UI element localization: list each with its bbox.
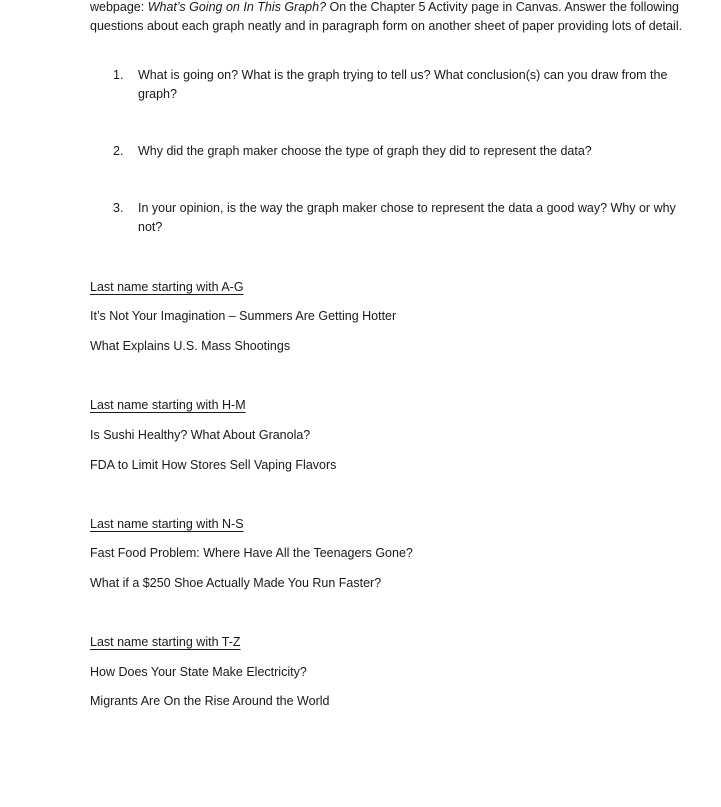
question-text: Why did the graph maker choose the type of graph they did to represent the data?	[138, 144, 592, 158]
list-item: Is Sushi Healthy? What About Granola?	[90, 428, 311, 442]
intro-paragraph	[90, 0, 712, 35]
intro-text-start: webpage:	[90, 0, 148, 14]
group-heading-n-s: Last name starting with N-S	[90, 517, 244, 531]
question-1	[113, 66, 698, 103]
list-item: Migrants Are On the Rise Around the World	[90, 694, 330, 708]
group-heading-a-g: Last name starting with A-G	[90, 280, 244, 294]
group-heading-t-z: Last name starting with T-Z	[90, 635, 241, 649]
question-number: 2.	[113, 144, 124, 158]
list-item: What if a $250 Shoe Actually Made You Run Faster?	[90, 576, 382, 590]
question-number: 3.	[113, 201, 124, 215]
list-item: It’s Not Your Imagination – Summers Are Getting Hotter	[90, 309, 397, 323]
question-2	[113, 142, 698, 161]
list-item: FDA to Limit How Stores Sell Vaping Flavors	[90, 458, 337, 472]
question-number: 1.	[113, 68, 124, 82]
question-3	[113, 199, 698, 236]
intro-article-title: What’s Going on In This Graph?	[147, 0, 327, 14]
question-text: What is going on? What is the graph trying to tell us? What conclusion(s) can you draw from the graph?	[138, 68, 668, 101]
list-item: What Explains U.S. Mass Shootings	[90, 339, 291, 353]
intro-text-rest: On the Chapter 5 Activity page in Canvas. Answer the following questions about each graph neatly and in paragraph form on another sheet of paper providing lots of detail.	[90, 0, 683, 33]
group-heading-h-m: Last name starting with H-M	[90, 398, 246, 412]
list-item: How Does Your State Make Electricity?	[90, 665, 307, 679]
list-item: Fast Food Problem: Where Have All the Teenagers Gone?	[90, 546, 413, 560]
question-text: In your opinion, is the way the graph maker chose to represent the data a good way? Why or why not?	[138, 201, 676, 234]
